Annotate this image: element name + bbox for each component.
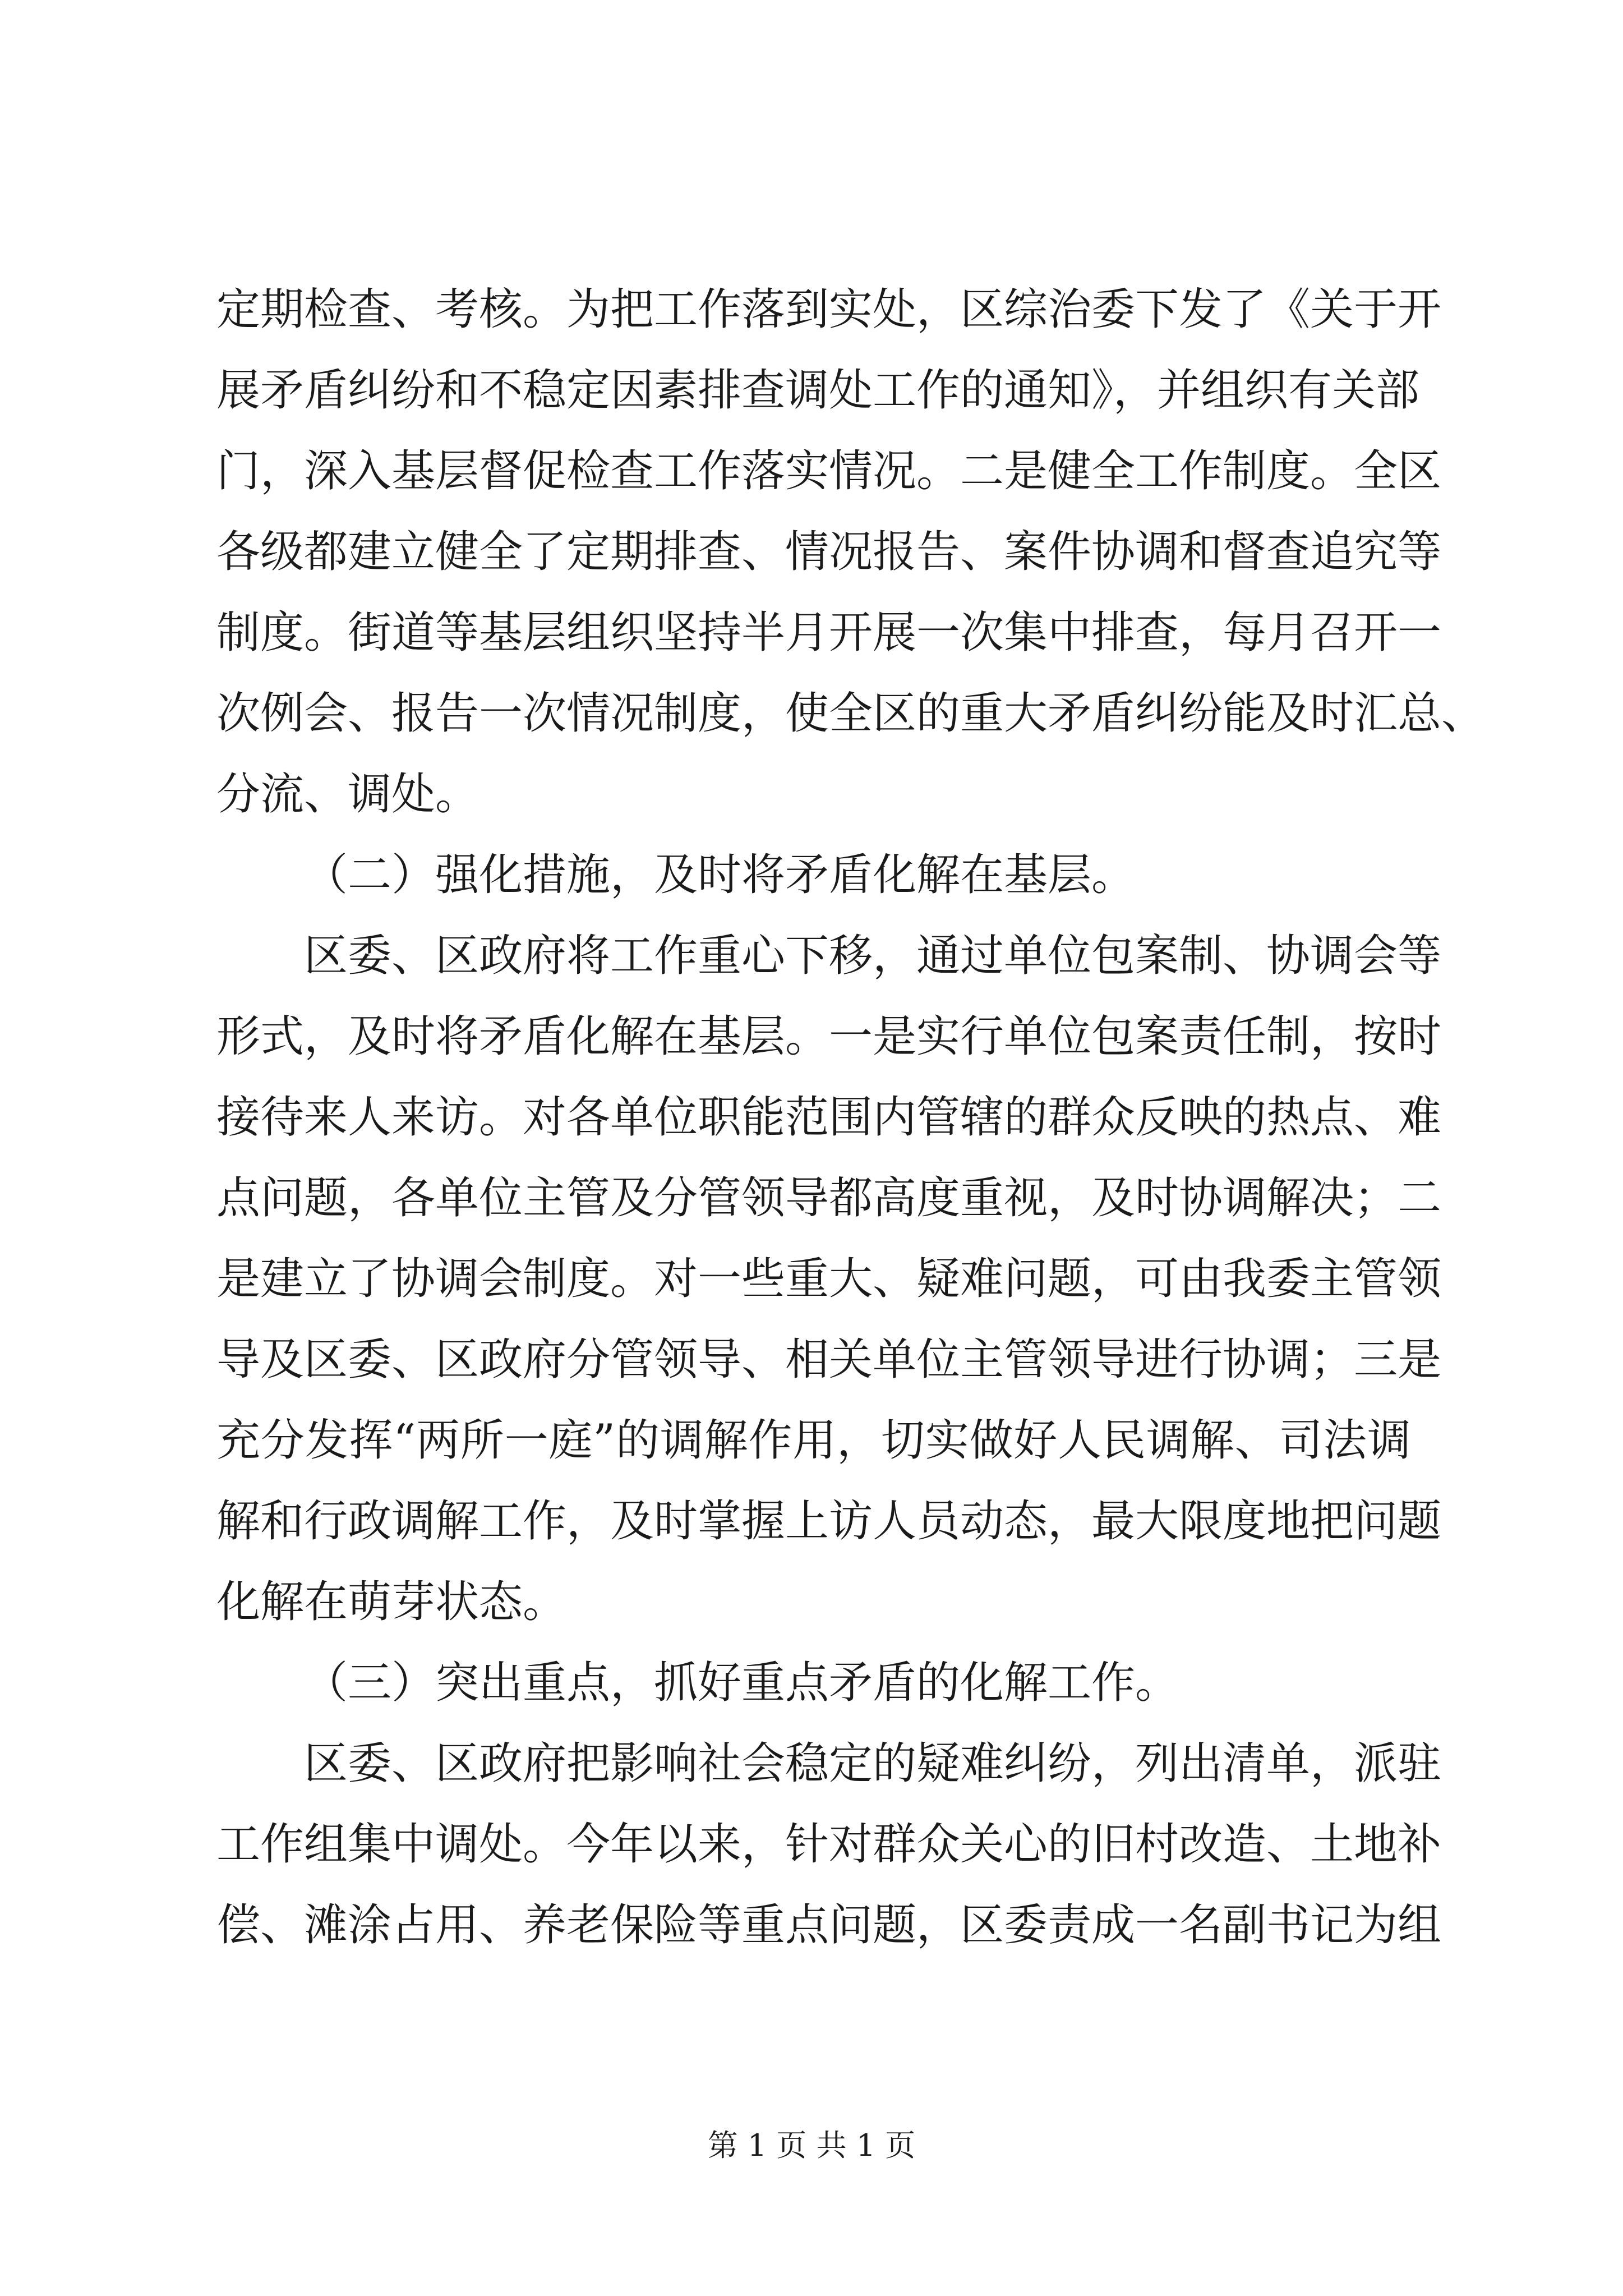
text-line: 充分发挥“两所一庭”的调解作用，切实做好人民调解、司法调 xyxy=(216,1415,1411,1466)
text-line: 门，深入基层督促检查工作落实情况。二是健全工作制度。全区 xyxy=(216,446,1442,496)
text-line: 区委、区政府将工作重心下移，通过单位包案制、协调会等 xyxy=(304,931,1442,981)
text-line: 接待来人来访。对各单位职能范围内管辖的群众反映的热点、难 xyxy=(216,1092,1442,1143)
text-line: 制度。街道等基层组织坚持半月开展一次集中排查，每月召开一 xyxy=(216,608,1442,658)
text-line: 化解在萌芽状态。 xyxy=(216,1577,567,1627)
text-line: 定期检查、考核。为把工作落到实处，区综治委下发了《关于开 xyxy=(216,284,1442,335)
text-line: 区委、区政府把影响社会稳定的疑难纠纷，列出清单，派驻 xyxy=(304,1738,1442,1789)
text-line: 导及区委、区政府分管领导、相关单位主管领导进行协调；三是 xyxy=(216,1335,1442,1385)
text-line: 工作组集中调处。今年以来，针对群众关心的旧村改造、土地补 xyxy=(216,1819,1442,1870)
text-line: 各级都建立健全了定期排查、情况报告、案件协调和督查追究等 xyxy=(216,527,1442,577)
text-line: 点问题，各单位主管及分管领导都高度重视，及时协调解决；二 xyxy=(216,1173,1442,1223)
text-line: 分流、调处。 xyxy=(216,769,479,820)
text-line: 次例会、报告一次情况制度，使全区的重大矛盾纠纷能及时汇总、 xyxy=(216,688,1486,739)
text-line: 展矛盾纠纷和不稳定因素排查调处工作的通知》，并组织有关部 xyxy=(216,365,1420,416)
document-body xyxy=(216,269,1486,1966)
text-line: 是建立了协调会制度。对一些重大、疑难问题，可由我委主管领 xyxy=(216,1254,1442,1304)
page-footer: 第 1 页 共 1 页 xyxy=(707,2128,916,2163)
text-line: 解和行政调解工作，及时掌握上访人员动态，最大限度地把问题 xyxy=(216,1496,1442,1547)
section-heading: （三）突出重点，抓好重点矛盾的化解工作。 xyxy=(304,1658,1179,1708)
text-line: 偿、滩涂占用、养老保险等重点问题，区委责成一名副书记为组 xyxy=(216,1900,1442,1950)
text-line: 形式，及时将矛盾化解在基层。一是实行单位包案责任制，按时 xyxy=(216,1011,1442,1062)
section-heading: （二）强化措施，及时将矛盾化解在基层。 xyxy=(304,850,1136,900)
